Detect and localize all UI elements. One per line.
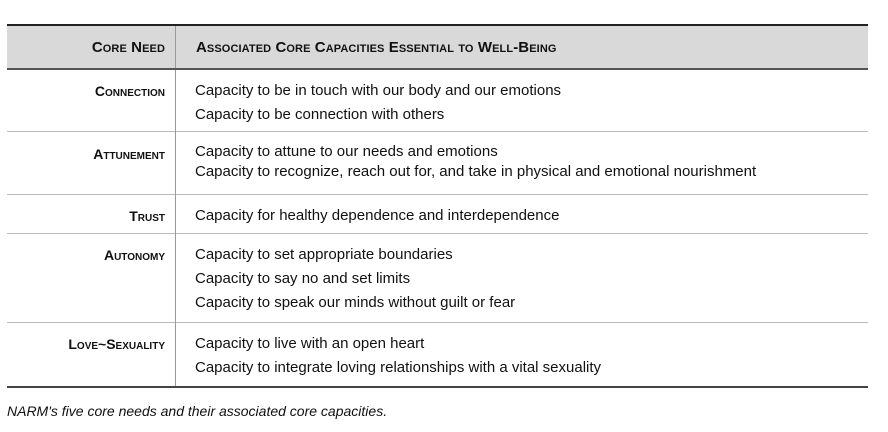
header-capacities: Associated Core Capacities Essential to Well-Being [176, 25, 869, 69]
capacity-item: Capacity to be in touch with our body and our emotions [195, 82, 562, 99]
capacity-item: Capacity to recognize, reach out for, and take in physical and emotional nourishment [195, 163, 757, 180]
core-need-cell [7, 195, 176, 234]
table-row [7, 69, 868, 132]
core-needs-table [7, 24, 868, 388]
capacity-item: Capacity to be connection with others [195, 106, 445, 123]
core-needs-table-container [7, 24, 868, 388]
core-need-cell [7, 323, 176, 388]
table-row [7, 195, 868, 234]
core-need-label: Attunement [93, 146, 165, 162]
core-need-label: Trust [129, 208, 165, 224]
table-caption: NARM's five core needs and their associated core capacities. [7, 403, 388, 419]
table-row [7, 234, 868, 323]
core-need-label: Love~Sexuality [68, 336, 165, 352]
capacities-cell [176, 195, 869, 234]
table-header-row [7, 25, 868, 69]
capacities-cell [176, 323, 869, 388]
capacity-item: Capacity to set appropriate boundaries [195, 246, 453, 263]
capacities-cell [176, 234, 869, 323]
core-need-label: Autonomy [103, 247, 165, 263]
capacity-item: Capacity to speak our minds without guilt or fear [195, 294, 516, 311]
capacity-item: Capacity to integrate loving relationships with a vital sexuality [195, 359, 602, 376]
core-need-cell [7, 69, 176, 132]
capacity-item: Capacity for healthy dependence and interdependence [195, 207, 560, 224]
capacity-item: Capacity to say no and set limits [195, 270, 411, 287]
capacities-cell [176, 69, 869, 132]
table-row [7, 132, 868, 195]
core-need-cell [7, 132, 176, 195]
capacities-cell [176, 132, 869, 195]
header-core-need: Core Need [7, 25, 176, 69]
capacity-item: Capacity to attune to our needs and emotions [195, 143, 498, 160]
core-need-label: Connection [94, 83, 165, 99]
core-need-cell [7, 234, 176, 323]
table-row [7, 323, 868, 388]
capacity-item: Capacity to live with an open heart [195, 335, 425, 352]
